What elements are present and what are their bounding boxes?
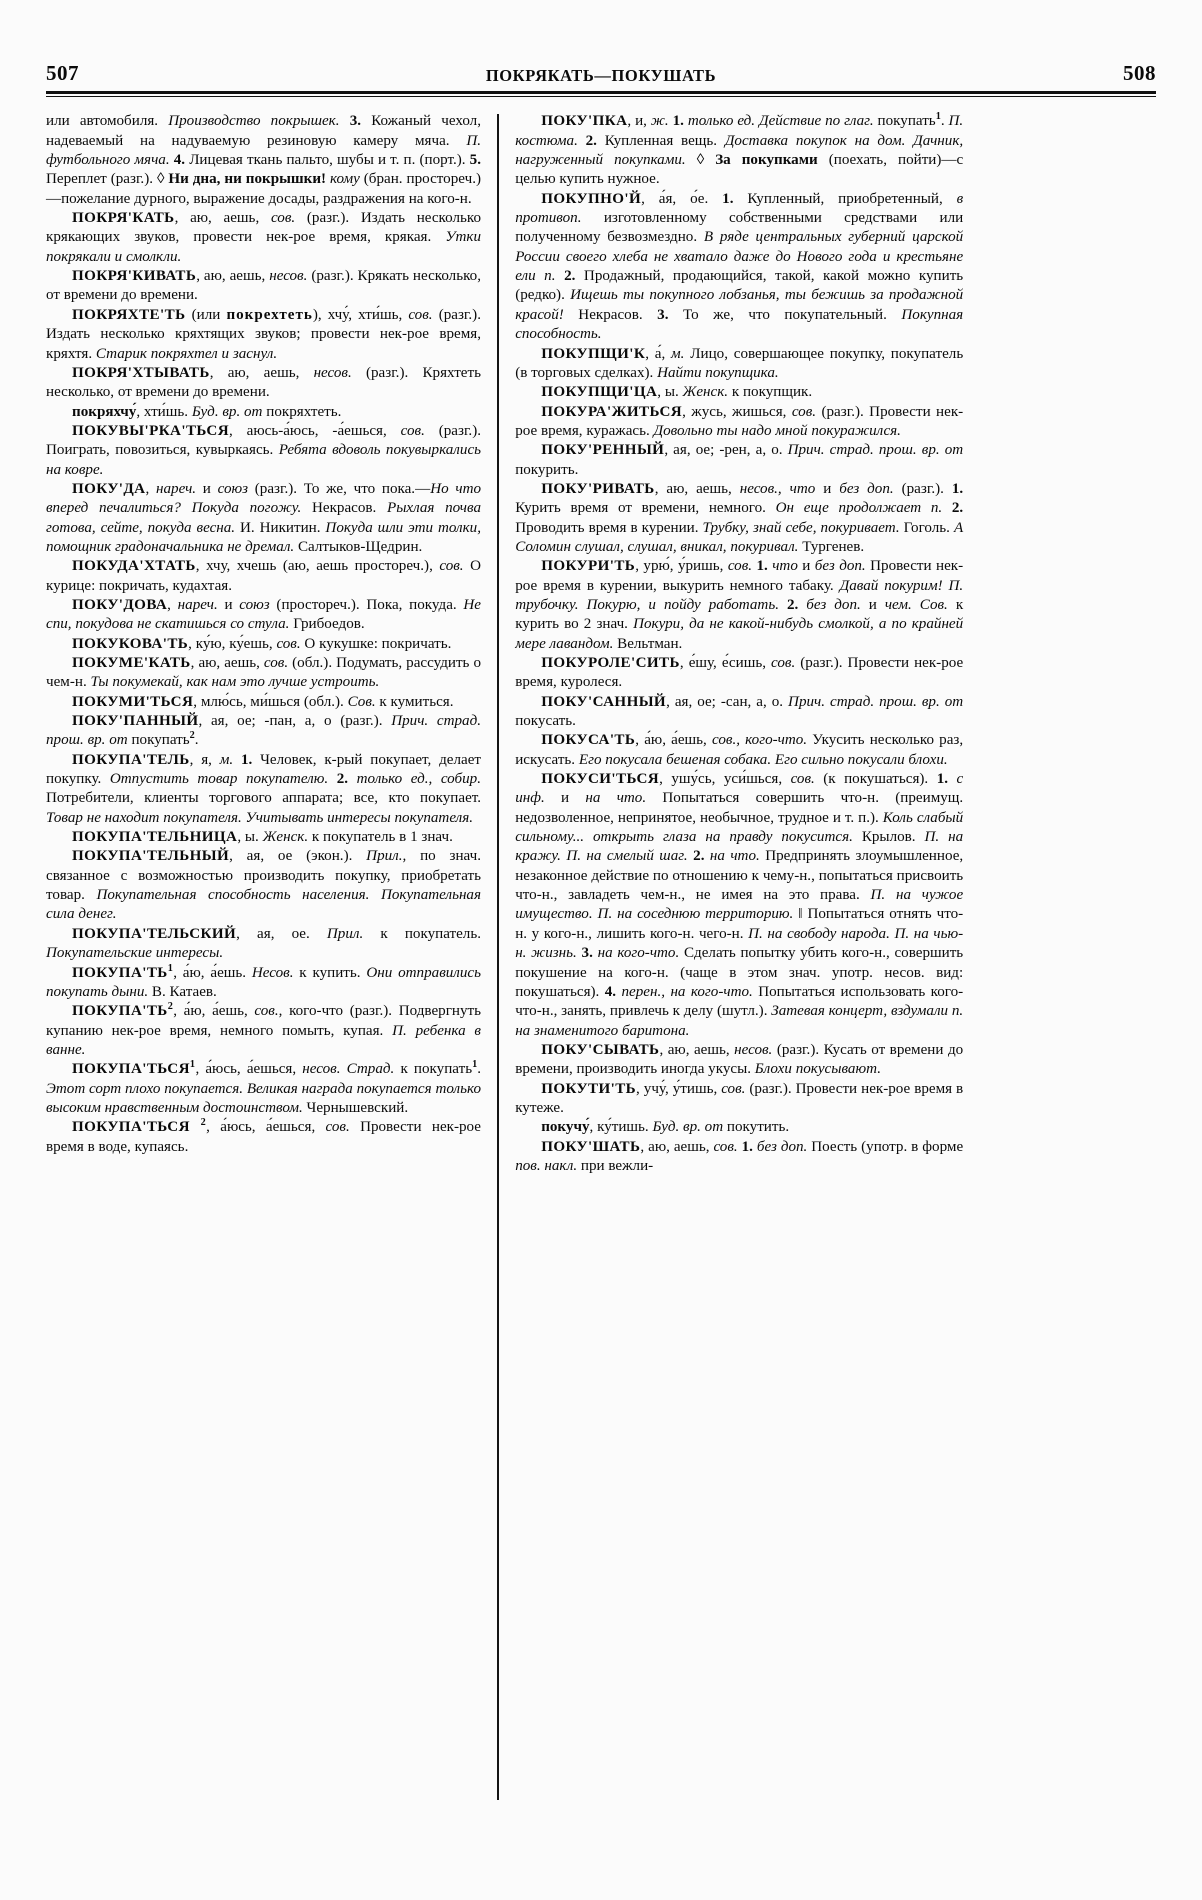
entry-definition: , нареч. и союз (простореч.). Пока, покуда. Не спи, покудова не скатишься со стула. Грибоедов. (46, 596, 482, 633)
dictionary-entry (515, 480, 963, 557)
rule-thin (46, 96, 1156, 97)
dictionary-entry (46, 712, 481, 751)
entry-definition: , учу́, у́тишь, сов. (разг.). Провести нек-рое время в кутеже. (515, 1080, 964, 1116)
entry-headword: ПОКУ'САННЫЙ (541, 693, 667, 710)
dictionary-entry (515, 1041, 963, 1080)
folio-right: 508 (1123, 61, 1156, 85)
entry-definition: , а́, м. Лицо, совершающее покупку, покупатель (в торговых сделках). Найти покупщика. (515, 345, 964, 381)
dictionary-entry (46, 828, 481, 847)
entry-definition: , урю́, у́ришь, сов. 1. что и без доп. Провести нек-рое время в курении, выкурить немного табаку. Давай покурим! П. трубочку. Покурю, и пойду работать. 2. без доп. и чем. Сов. к курить во 2 знач. Покури, да не какой-нибудь смолкой, а по крайней мере лавандом. Вельтман. (515, 558, 964, 652)
entry-definition: (или покрехтеть), хчу́, хти́шь, сов. (разг.). Издать несколько кряхтящих звуков; провести нек-рое время, кряхтя. Старик покряхтел и заснул. (46, 306, 481, 362)
dictionary-entry (46, 364, 481, 403)
dictionary-entry (46, 751, 481, 828)
dictionary-entry (46, 557, 481, 596)
entry-definition: , и, ж. 1. только ед. Действие по глаг. покупать$^1$. П. костюма. 2. Купленная вещь. Доставка покупок на дом. Дачник, нагруженный покупками. ◊ За покупками (поехать, пойти)—с целью купить нужное. (515, 111, 964, 188)
entry-definition: , ы. Женск. к покупщик. (657, 384, 813, 401)
right-column (513, 112, 963, 1802)
entry-headword: ПОКУРА'ЖИТЬСЯ (541, 403, 683, 420)
entry-headword: ПОКРЯ'КАТЬ (72, 210, 175, 227)
dictionary-entry (46, 480, 481, 557)
entry-headword: ПОКУ'РЕННЫЙ (541, 442, 665, 459)
entry-headword: ПОКУПА'ТЬСЯ $^2$ (72, 1117, 207, 1136)
dictionary-entry (46, 1060, 481, 1118)
dictionary-entry (46, 925, 481, 964)
column-container (46, 112, 1156, 1802)
entry-definition: , аю, аешь, несов. (разг.). Кряхтеть несколько, от времени до времени. (46, 364, 481, 401)
dictionary-entry (46, 422, 481, 480)
running-head: ПОКРЯКАТЬ—ПОКУШАТЬ (485, 66, 717, 85)
entry-definition: , ы. Женск. к покупатель в 1 знач. (237, 829, 453, 846)
entry-definition: , аю, аешь, несов., что и без доп. (разг.). 1. Курить время от времени, немного. Он еще продолжает п. 2. Проводить время в курении. Трубку, знай себе, покуривает. Гоголь. А Соломин слушал, слушал, вникал, покуривал. Тургенев. (515, 480, 964, 555)
dictionary-entry (46, 1118, 481, 1157)
entry-definition: , ая, ое; -рен, а, о. Прич. страд. прош. вр. от покурить. (515, 442, 964, 478)
entry-headword: ПОКУРИ'ТЬ (541, 558, 636, 575)
entry-definition: , аю, аешь, сов. (разг.). Издать несколько крякающих звуков, провести нек-рое время, крякая. Утки покрякали и смолкли. (46, 210, 481, 265)
entry-definition: , аю, аешь, несов. (разг.). Кусать от времени до времени, производить иногда укусы. Блохи покусывают. (515, 1041, 964, 1078)
entry-headword: ПОКУПА'ТЬСЯ$^1$ (72, 1059, 196, 1078)
entry-definition: , ку́тишь. Буд. вр. от покутить. (589, 1119, 790, 1136)
entry-definition: , аю, аешь, сов. 1. без доп. Поесть (употр. в форме пов. накл. при вежли- (515, 1138, 964, 1174)
entry-definition: , хти́шь. Буд. вр. от покряхтеть. (136, 403, 342, 420)
entry-headword: $ПОКУПА'ТЬ^2$ (72, 1001, 174, 1020)
column-divider (497, 114, 499, 1800)
entry-headword: ПОКРЯ'ХТЫВАТЬ (72, 364, 210, 381)
entry-headword: ПОКУПНО'Й (541, 190, 642, 207)
page-header (46, 52, 1156, 86)
entry-definition: , ая, ое; -сан, а, о. Прич. страд. прош. вр. от покусать. (515, 693, 964, 730)
entry-headword: ПОКУ'ДОВА (72, 596, 168, 613)
entry-headword: ПОКУТИ'ТЬ (541, 1080, 637, 1097)
dictionary-entry (515, 693, 963, 732)
folio-left: 507 (46, 61, 79, 85)
entry-headword: ПОКУ'СЫВАТЬ (541, 1041, 660, 1058)
entry-definition: , я, м. 1. Человек, к-рый покупает, делает покупку. Отпустить товар покупателю. 2. только ед., собир. Потребители, клиенты торгового аппарата; все, кто покупает. Товар не находит покупателя. Учитывать интересы покупателя. (46, 751, 481, 826)
dictionary-entry (515, 770, 963, 1041)
entry-headword: $ПОКУПА'ТЬ^1$ (72, 962, 174, 981)
entry-headword: покучу́ (541, 1119, 590, 1136)
dictionary-entry (515, 557, 963, 654)
entry-headword: ПОКУМЕ'КАТЬ (72, 655, 191, 672)
entry-headword: ПОКУ'ШАТЬ (541, 1138, 641, 1155)
entry-headword: ПОКРЯ'КИВАТЬ (72, 268, 197, 285)
dictionary-entry (515, 1138, 963, 1177)
dictionary-entry (46, 267, 481, 306)
dictionary-entry (46, 847, 481, 924)
entry-headword: ПОКУ'РИВАТЬ (541, 480, 655, 497)
entry-headword: ПОКУВЫ'РКА'ТЬСЯ (72, 422, 230, 439)
entry-definition: , ушу́сь, уси́шься, сов. (к покушаться). 1. с инф. и на что. Попытаться совершить что-н. (преимущ. недозволенное, непринятое, необычное, трудное и т. п.). Коль слабый сильному... открыть глаза на правду покусится. Крылов. П. на кражу. П. на смелый шаг. 2. на что. Предпринять злоумышленное, незаконное действие по отношению к чему-н., попытаться присвоить что-н., завладеть чем-н., не имея на это права. П. на чужое имущество. П. на соседнюю территорию. ‖ Попытаться отнять что-н. у кого-н., лишить кого-н. чего-н. П. на свободу народа. П. на чью-н. жизнь. 3. на кого-что. Сделать попытку убить кого-н., совершить покушение на кого-н. (чаще в этом знач. употр. несов. вид: покушаться). 4. перен., на кого-что. Попытаться использовать кого-что-н., занять, привлечь к делу (шутл.). Затевая концерт, вздумали п. на знаменитого баритона. (515, 771, 964, 1039)
dictionary-entry (46, 654, 481, 693)
entry-definition: , ая, ое (экон.). Прил., по знач. связанное с возможностью производить покупку, приобретать товар. Покупательная способность населения. Покупательная сила денег. (46, 848, 482, 923)
dictionary-entry (46, 403, 481, 422)
dictionary-entry (515, 441, 963, 480)
entry-definition: , а́ю, а́ешь. Несов. к купить. Они отправились покупать дыни. В. Катаев. (46, 964, 481, 1000)
entry-definition: , аюсь-а́юсь, -а́ешься, сов. (разг.). Поиграть, повозиться, кувыркаясь. Ребята вдоволь покувыркались на ковре. (46, 422, 482, 478)
dictionary-entry (515, 112, 963, 189)
continued-entry: или автомобиля. Производство покрышек. 3. Кожаный чехол, надеваемый на надуваемую резиновую камеру мяча. П. футбольного мяча. 4. Лицевая ткань пальто, шубы и т. п. (порт.). 5. Переплет (разг.). ◊ Ни дна, ни покрышки! кому (бран. простореч.)—пожелание дурного, выражение досады, раздражения на кого-н. (46, 113, 481, 207)
entry-headword: ПОКУКОВА'ТЬ (72, 635, 189, 652)
entry-definition: , нареч. и союз (разг.). То же, что пока.—Но что вперед печалиться? Покуда погожу. Некрасов. Рыхлая почва готова, сейте, покуда весна. И. Никитин. Покуда шли эти толки, помощник градоначальника не дремал. Салтыков-Щедрин. (46, 480, 482, 555)
dictionary-entry (515, 731, 963, 770)
dictionary-entry (46, 209, 481, 267)
dictionary-entry (46, 964, 481, 1003)
dictionary-entry (46, 596, 481, 635)
entry-definition: , ку́ю, ку́ешь, сов. О кукушке: покричать. (188, 635, 452, 652)
entry-definition: , а́юсь, а́ешься, сов. Провести нек-рое время в воде, купаясь. (46, 1119, 481, 1155)
dictionary-entry (515, 403, 963, 442)
entry-headword: ПОКУПЩИ'ЦА (541, 384, 658, 401)
entry-headword: ПОКУПА'ТЕЛЬ (72, 751, 190, 768)
entry-definition: , аю, аешь, сов. (обл.). Подумать, рассудить о чем-н. Ты покумекай, как нам это лучше устроить. (46, 655, 481, 691)
left-column (46, 112, 497, 1802)
entry-definition: , а́ю, а́ешь, сов., кого-что. Укусить несколько раз, искусать. Его покусала бешеная собака. Его сильно покусали блохи. (515, 732, 964, 768)
entry-headword: ПОКУМИ'ТЬСЯ (72, 693, 194, 710)
dictionary-entry (46, 1002, 481, 1060)
entry-headword: ПОКУПА'ТЕЛЬНИЦА (72, 829, 238, 846)
entry-definition: , е́шу, е́сишь, сов. (разг.). Провести нек-рое время, куролеся. (515, 655, 964, 691)
entry-definition: , а́ю, а́ешь, сов., кого-что (разг.). Подвергнуть купанию нек-рое время, немного помыть, купая. П. ребенка в ванне. (46, 1003, 481, 1058)
entry-headword: ПОКУДА'ХТАТЬ (72, 558, 196, 575)
entry-definition: , ая, ое; -пан, а, о (разг.). Прич. страд. прош. вр. от покупать$^2$. (46, 713, 481, 749)
dictionary-entry (515, 190, 963, 345)
entry-headword: ПОКУСИ'ТЬСЯ (541, 771, 660, 788)
dictionary-entry (46, 635, 481, 654)
entry-definition: , а́я, о́е. 1. Купленный, приобретенный, в противоп. изготовленному собственными средствами или полученному безвозмездно. В ряде центральных губерний царской России своего хлеба не хватало даже до Нового года и крестьяне ели п. 2. Продажный, продающийся, такой, какой можно купить (редко). Ищешь ты покупного лобзанья, ты бежишь за продажной красой! Некрасов. 3. То же, что покупательный. Покупная способность. (515, 190, 964, 343)
entry-headword: ПОКУРОЛЕ'СИТЬ (541, 655, 680, 672)
dictionary-entry (515, 1080, 963, 1119)
entry-headword: ПОКУСА'ТЬ (541, 732, 636, 749)
entry-headword: покряхчу́ (72, 403, 137, 420)
entry-headword: ПОКУ'ДА (72, 480, 146, 497)
entry-headword: ПОКУПА'ТЕЛЬСКИЙ (72, 925, 237, 942)
dictionary-entry (515, 383, 963, 402)
entry-headword: ПОКУПА'ТЕЛЬНЫЙ (72, 848, 230, 865)
entry-headword: ПОКУ'ПАННЫЙ (72, 713, 199, 730)
dictionary-entry (46, 693, 481, 712)
dictionary-entry (46, 306, 481, 364)
entry-definition: , млю́сь, ми́шься (обл.). Сов. к кумиться. (193, 693, 454, 710)
dictionary-entry (515, 345, 963, 384)
dictionary-entry (515, 1118, 963, 1137)
entry-definition: , хчу, хчешь (аю, аешь простореч.), сов. О курице: покричать, кудахтая. (46, 558, 481, 594)
entry-headword: ПОКРЯХТЕ'ТЬ (72, 306, 186, 323)
entry-headword: ПОКУПЩИ'К (541, 345, 646, 362)
entry-definition: , ая, ое. Прил. к покупатель. Покупательские интересы. (46, 925, 481, 962)
entry-headword: ПОКУ'ПКА (541, 113, 628, 130)
dictionary-entry (515, 654, 963, 693)
entry-definition: , а́юсь, а́ешься, несов. Страд. к покупать$^1$. Этот сорт плохо покупается. Великая награда покупается только высоким нравственным достоинством. Чернышевский. (46, 1059, 481, 1116)
entry-definition: , жусь, жишься, сов. (разг.). Провести нек-рое время, куражась. Довольно ты надо мной покуражился. (515, 403, 964, 439)
header-rule (46, 91, 1156, 97)
entry-definition: , аю, аешь, несов. (разг.). Крякать несколько, от времени до времени. (46, 268, 481, 304)
